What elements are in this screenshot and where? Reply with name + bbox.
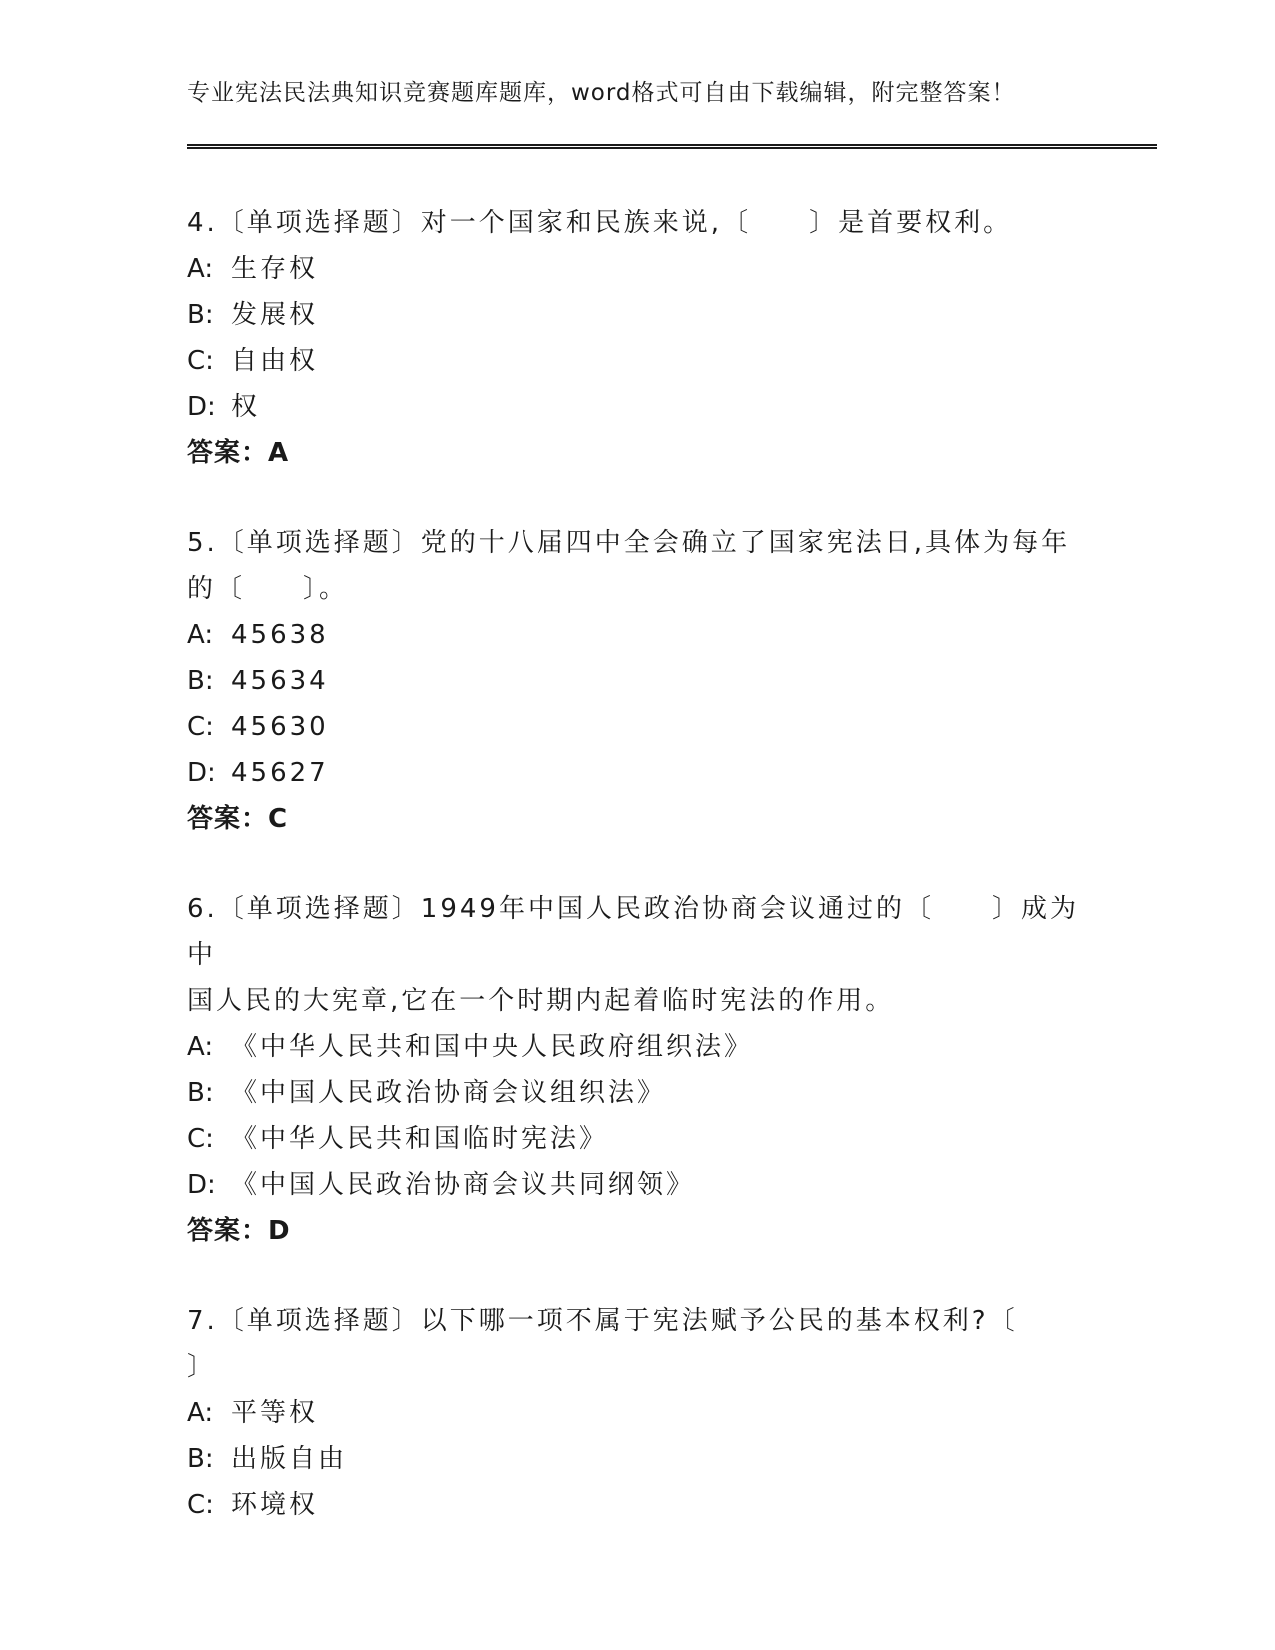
option-a: [187, 1024, 1087, 1070]
option-a: [187, 1390, 1087, 1436]
option-prefix: C:: [187, 712, 214, 742]
option-d: [187, 384, 1087, 430]
option-prefix: C:: [187, 346, 214, 376]
option-c: [187, 338, 1087, 384]
question-6: [187, 886, 1087, 1254]
page-header: 专业宪法民法典知识竞赛题库题库，word格式可自由下载编辑，附完整答案！: [187, 80, 1016, 106]
question-stem: 6.〔单项选择题〕1949年中国人民政治协商会议通过的〔 〕成为中: [187, 894, 1079, 970]
question-5: [187, 520, 1087, 842]
header-divider: [187, 144, 1157, 149]
option-text: 45627: [231, 758, 329, 788]
question-stem-continued: 国人民的大宪章,它在一个时期内起着临时宪法的作用。: [187, 986, 895, 1016]
option-c: [187, 1482, 1087, 1528]
option-b: [187, 1436, 1087, 1482]
question-stem: 5.〔单项选择题〕党的十八届四中全会确立了国家宪法日,具体为每年: [187, 528, 1071, 558]
option-prefix: B:: [187, 1444, 214, 1474]
option-b: [187, 292, 1087, 338]
option-text: 平等权: [231, 1398, 319, 1428]
question-4: [187, 200, 1087, 476]
question-stem-continued: 〕: [187, 1352, 217, 1382]
option-text: 环境权: [231, 1490, 319, 1520]
option-prefix: A:: [187, 620, 214, 650]
question-stem: 4.〔单项选择题〕对一个国家和民族来说,〔 〕是首要权利。: [187, 208, 1013, 238]
option-text: 45638: [231, 620, 329, 650]
option-prefix: A:: [187, 1398, 214, 1428]
option-prefix: B:: [187, 1078, 214, 1108]
option-a: [187, 246, 1087, 292]
option-text: 权: [231, 392, 261, 422]
option-a: [187, 612, 1087, 658]
option-b: [187, 1070, 1087, 1116]
option-d: [187, 1162, 1087, 1208]
option-d: [187, 750, 1087, 796]
answer-line: 答案：C: [187, 804, 289, 834]
option-b: [187, 658, 1087, 704]
option-text: 发展权: [231, 300, 319, 330]
option-prefix: D:: [187, 392, 216, 422]
option-prefix: B:: [187, 666, 214, 696]
option-text: 《中华人民共和国临时宪法》: [231, 1124, 609, 1154]
option-prefix: A:: [187, 1032, 214, 1062]
option-prefix: B:: [187, 300, 214, 330]
option-text: 《中国人民政治协商会议共同纲领》: [231, 1170, 696, 1200]
option-text: 出版自由: [231, 1444, 348, 1474]
question-list: [187, 200, 1087, 1572]
option-text: 《中国人民政治协商会议组织法》: [231, 1078, 667, 1108]
option-text: 生存权: [231, 254, 319, 284]
option-prefix: D:: [187, 1170, 216, 1200]
question-7: [187, 1298, 1087, 1528]
question-stem: 7.〔单项选择题〕以下哪一项不属于宪法赋予公民的基本权利?〔: [187, 1306, 1018, 1336]
option-c: [187, 704, 1087, 750]
option-text: 45630: [231, 712, 329, 742]
question-stem-continued: 的〔 〕。: [187, 574, 349, 604]
option-text: 《中华人民共和国中央人民政府组织法》: [231, 1032, 754, 1062]
option-text: 45634: [231, 666, 329, 696]
option-c: [187, 1116, 1087, 1162]
option-prefix: C:: [187, 1490, 214, 1520]
option-prefix: D:: [187, 758, 216, 788]
option-prefix: A:: [187, 254, 214, 284]
option-prefix: C:: [187, 1124, 214, 1154]
option-text: 自由权: [231, 346, 319, 376]
answer-line: 答案：A: [187, 438, 290, 468]
answer-line: 答案：D: [187, 1216, 291, 1246]
